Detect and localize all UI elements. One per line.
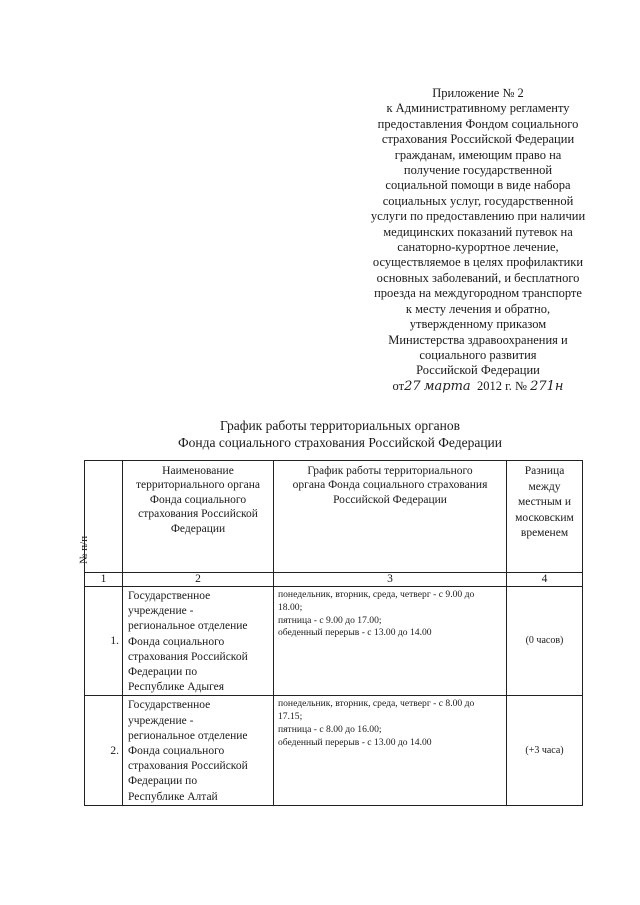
org-line: Государственное [128,699,211,712]
org-name-cell [123,587,274,696]
title-line-2: Фонда социального страхования Российской Федерации [177,435,503,450]
header-number: № п/п [85,461,123,573]
appendix-line: к месту лечения и обратно, [405,301,551,316]
appendix-line: Российской Федерации [416,363,540,378]
appendix-line: основных заболеваний, и бесплатного [376,270,580,285]
title-line-1: График работы территориальных органов [220,418,460,433]
header-schedule [274,461,507,573]
order-date-line [360,379,596,394]
appendix-line: получение государственной [403,163,553,178]
row-number: 1. [85,587,123,696]
org-line: страхования Российской [128,760,248,773]
org-line: учреждение - [128,605,194,618]
schedule-line: понедельник, вторник, среда, четверг - с 9.00 до [278,589,475,600]
appendix-line: к Административному регламенту [386,101,570,116]
column-number-row [85,573,583,587]
org-line: Фонда социального [128,745,225,758]
header-name-line: Федерации [170,522,226,535]
row-number: 2. [85,696,123,805]
org-line: Республике Адыгея [128,681,225,694]
schedule-cell [274,587,507,696]
appendix-line: предоставления Фондом социального [377,116,579,131]
appendix-line: социальных услуг, государственной [382,193,574,208]
header-diff-line: Разница [524,465,565,477]
schedule-line: пятница - с 8.00 до 16.00; [278,724,382,736]
org-line: страхования Российской [128,650,248,663]
schedule-table [78,460,583,806]
order-day-handwritten: 27 [404,378,421,394]
appendix-line: медицинских показаний путевок на [383,224,573,239]
appendix-line: утвержденному приказом [409,317,547,332]
column-number: 4 [507,573,583,587]
schedule-line: пятница - с 9.00 до 17.00; [278,614,382,626]
org-line: Фонда социального [128,635,225,648]
order-month-handwritten: марта [423,378,471,394]
header-diff-line: местным и [518,496,571,508]
order-year: 2012 г. № [476,378,527,393]
column-number: 3 [274,573,507,587]
order-prefix: от [392,378,405,393]
org-line: учреждение - [128,714,194,727]
org-line: Федерации по [128,775,198,788]
header-schedule-line: органа Фонда социального страхования [292,479,488,492]
schedule-cell [274,696,507,805]
header-schedule-line: Российской Федерации [333,493,447,506]
appendix-line: социального развития [419,347,537,362]
appendix-line: санаторно-курортное лечение, [397,240,559,255]
schedule-line: обеденный перерыв - с 13.00 до 14.00 [278,736,432,748]
schedule-line: 17.15; [278,711,303,723]
schedule-line: обеденный перерыв - с 13.00 до 14.00 [278,627,432,639]
order-number-handwritten: 271н [530,378,564,394]
header-name [123,461,274,573]
header-time-difference [507,461,583,573]
org-line: региональное отделение [128,620,248,633]
appendix-line: проезда на междугородном транспорте [374,286,582,301]
header-diff-line: временем [520,527,569,539]
schedule-line: 18.00; [278,601,303,613]
header-schedule-line: График работы территориального [307,465,473,477]
header-row [85,461,583,573]
schedule-line: понедельник, вторник, среда, четверг - с 8.00 до [278,698,475,710]
header-diff-line: между [528,480,561,493]
header-name-line: Фонда социального [149,493,247,506]
org-line: Федерации по [128,666,198,679]
org-line: Республике Алтай [128,790,218,803]
header-diff-line: московским [515,511,574,524]
header-name-line: Наименование [162,465,234,477]
time-difference-cell: (0 часов) [507,587,583,696]
org-name-cell [123,696,274,805]
appendix-line: осуществляемое в целях профилактики [372,255,584,270]
document-title [120,417,560,451]
column-number: 1 [85,573,123,587]
header-name-line: страхования Российской [138,508,258,521]
appendix-line: Министерства здравоохранения и [388,332,568,347]
appendix-line: Приложение № 2 [432,86,524,100]
appendix-block [360,86,596,394]
column-number: 2 [123,573,274,587]
time-difference-cell: (+3 часа) [507,696,583,805]
appendix-line: страхования Российской Федерации [381,132,575,147]
table-row [85,587,583,696]
org-line: Государственное [128,590,211,602]
org-line: региональное отделение [128,729,248,742]
appendix-line: услуги по предоставлению при наличии [370,209,586,224]
table-row [85,696,583,805]
appendix-line: социальной помощи в виде набора [385,178,571,193]
appendix-line: гражданам, имеющим право на [394,147,562,162]
header-name-line: территориального органа [135,479,261,492]
